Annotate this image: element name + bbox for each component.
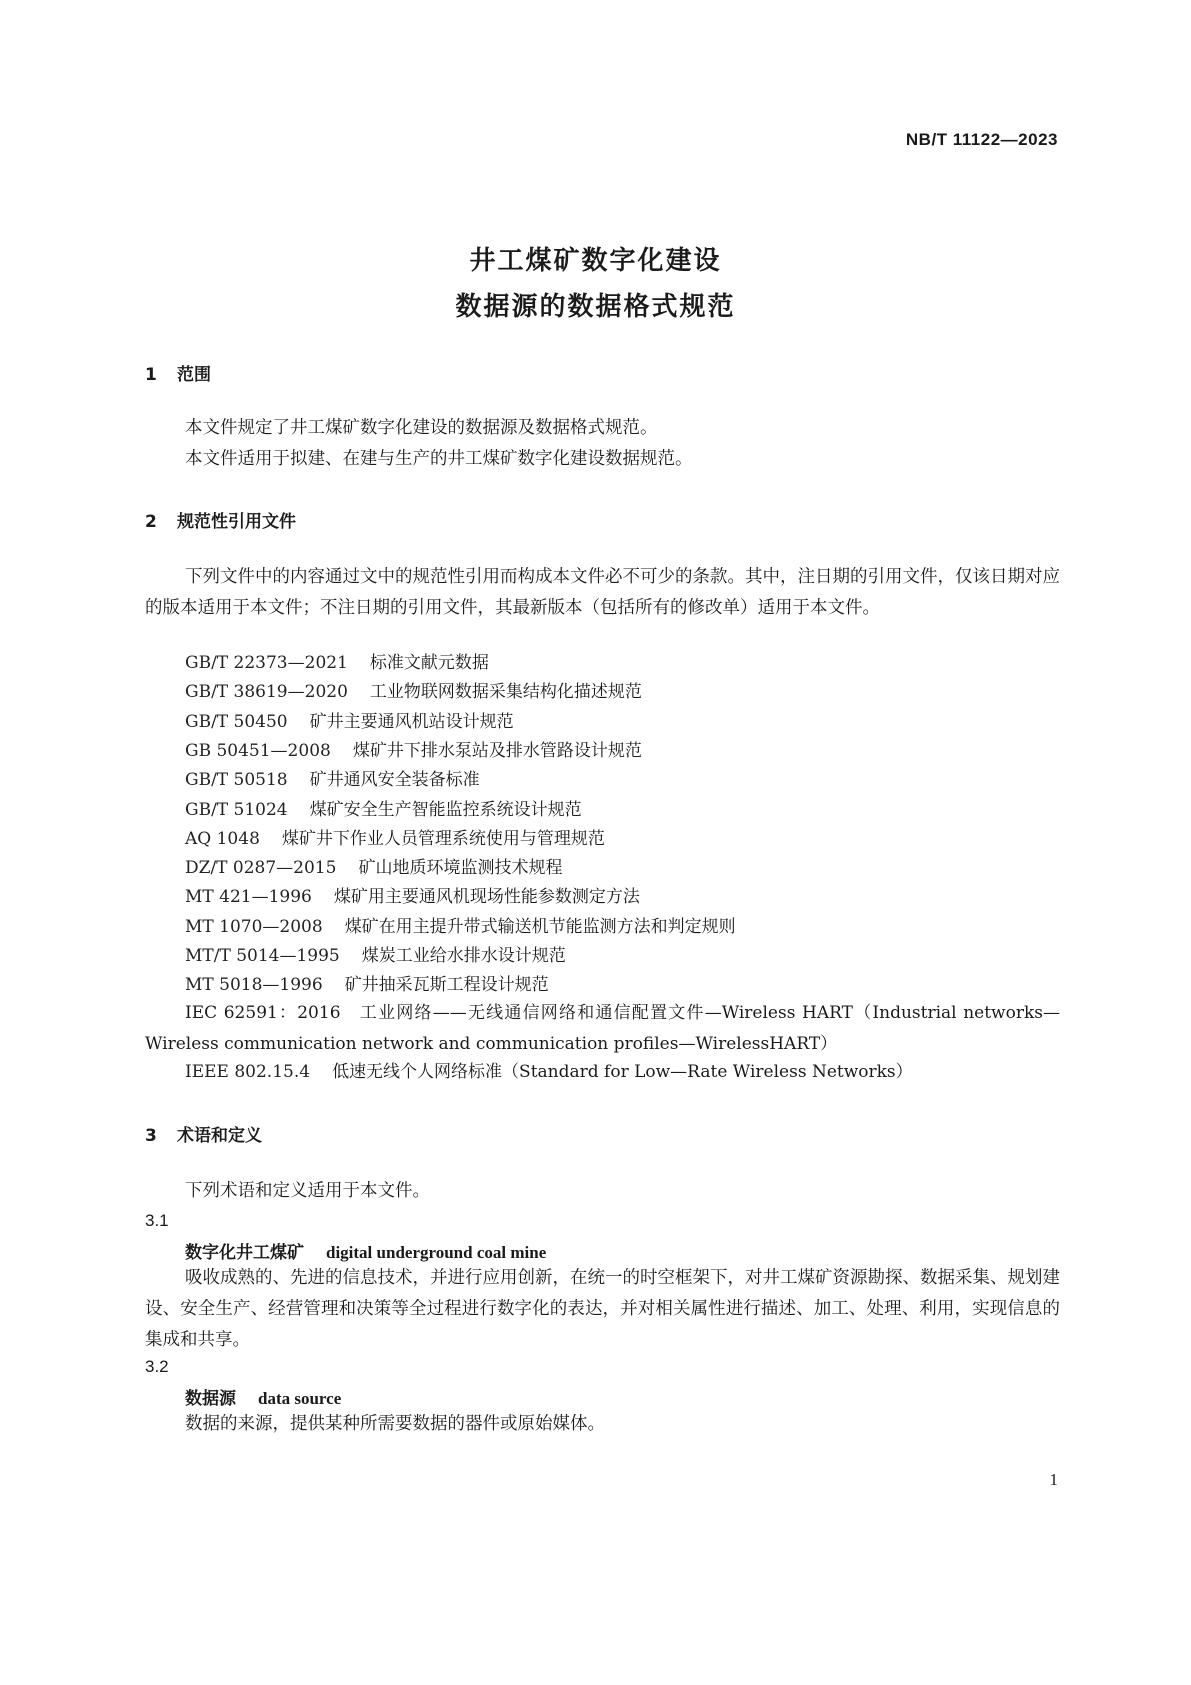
terms-intro: 下列术语和定义适用于本文件。: [185, 1181, 430, 1201]
term-number: 3.1: [145, 1211, 169, 1230]
title-line-2: 数据源的数据格式规范: [455, 292, 736, 322]
reference-iec: IEC 62591：2016 工业网络——无线通信网络和通信配置文件—Wireless HART（Industrial networks—Wireless communication network and communication profiles—WirelessHART）: [145, 1003, 1060, 1054]
reference-item: [185, 648, 489, 679]
section-title: 范围: [177, 365, 211, 385]
reference-code: GB/T 50450: [185, 711, 288, 732]
section-number: 2: [145, 512, 157, 532]
reference-code: DZ/T 0287—2015: [185, 858, 337, 879]
reference-code: AQ 1048: [185, 828, 260, 849]
term-heading: [185, 1238, 546, 1263]
scope-paragraph-1: 本文件规定了井工煤矿数字化建设的数据源及数据格式规范。: [185, 418, 658, 438]
section-3-heading: [145, 1121, 262, 1146]
term-english: digital underground coal mine: [326, 1243, 547, 1262]
section-2-heading: [145, 507, 296, 532]
term-chinese: 数据源: [185, 1389, 236, 1409]
reference-item: [185, 824, 605, 855]
reference-code: GB 50451—2008: [185, 740, 331, 761]
reference-item: [185, 970, 549, 1001]
term-english: data source: [258, 1389, 342, 1408]
reference-title: 矿山地质环境监测技术规程: [358, 858, 563, 879]
page-number: 1: [1049, 1470, 1058, 1489]
scope-paragraph-2: 本文件适用于拟建、在建与生产的井工煤矿数字化建设数据规范。: [185, 449, 693, 469]
reference-code: GB/T 50518: [185, 770, 288, 791]
reference-item: [185, 941, 566, 972]
reference-ieee: [185, 1057, 913, 1088]
reference-code: MT 1070—2008: [185, 916, 323, 937]
reference-title: 煤矿井下作业人员管理系统使用与管理规范: [281, 828, 605, 849]
reference-code: MT 5018—1996: [185, 975, 323, 996]
term-definition: 数据的来源，提供某种所需要数据的器件或原始媒体。: [185, 1414, 605, 1434]
reference-code: GB/T 22373—2021: [185, 653, 348, 673]
reference-title: 煤矿井下排水泵站及排水管路设计规范: [352, 740, 642, 761]
reference-title: 低速无线个人网络标准（Standard for Low—Rate Wireless Networks）: [332, 1062, 913, 1082]
term-definition: 吸收成熟的、先进的信息技术，并进行应用创新，在统一的时空框架下，对井工煤矿资源勘探、数据采集、规划建设、安全生产、经营管理和决策等全过程进行数字化的表达，并对相关属性进行描述、加工、处理、利用，实现信息的集成和共享。: [145, 1268, 1060, 1350]
document-title: [0, 238, 1191, 330]
title-line-1: 井工煤矿数字化建设: [469, 246, 722, 276]
reference-title: 煤矿安全生产智能监控系统设计规范: [309, 799, 582, 820]
reference-code: MT/T 5014—1995: [185, 946, 340, 966]
reference-item: [185, 765, 480, 796]
section-title: 规范性引用文件: [177, 512, 296, 532]
section-number: 1: [145, 365, 157, 385]
reference-item: [185, 912, 736, 943]
reference-item: [185, 707, 514, 738]
reference-code: GB/T 51024: [185, 799, 288, 820]
section-1-heading: [145, 360, 211, 385]
reference-title: 煤炭工业给水排水设计规范: [361, 946, 566, 966]
reference-item: [185, 677, 642, 708]
reference-code: MT 421—1996: [185, 887, 312, 908]
reference-title: 矿井抽采瓦斯工程设计规范: [344, 975, 549, 996]
term-number: 3.2: [145, 1357, 169, 1376]
reference-item: [185, 736, 642, 767]
reference-code: IEEE 802.15.4: [185, 1062, 311, 1082]
references-intro: 下列文件中的内容通过文中的规范性引用而构成本文件必不可少的条款。其中，注日期的引用文件，仅该日期对应的版本适用于本文件；不注日期的引用文件，其最新版本（包括所有的修改单）适用于本文件。: [145, 567, 1060, 618]
reference-title: 矿井主要通风机站设计规范: [309, 711, 514, 732]
reference-item: [185, 853, 562, 884]
reference-item: [185, 795, 582, 826]
reference-title: 煤矿在用主提升带式输送机节能监测方法和判定规则: [344, 916, 736, 937]
term-heading: [185, 1384, 341, 1409]
reference-title: 煤矿用主要通风机现场性能参数测定方法: [333, 887, 640, 908]
reference-title: 矿井通风安全装备标准: [309, 770, 480, 791]
section-number: 3: [145, 1126, 157, 1146]
reference-title: 工业物联网数据采集结构化描述规范: [369, 682, 642, 703]
standard-code: NB/T 11122—2023: [905, 130, 1058, 149]
reference-title: 标准文献元数据: [369, 653, 489, 673]
term-chinese: 数字化井工煤矿: [185, 1243, 304, 1263]
reference-item: [185, 882, 640, 913]
section-title: 术语和定义: [177, 1126, 262, 1146]
reference-code: GB/T 38619—2020: [185, 682, 348, 703]
